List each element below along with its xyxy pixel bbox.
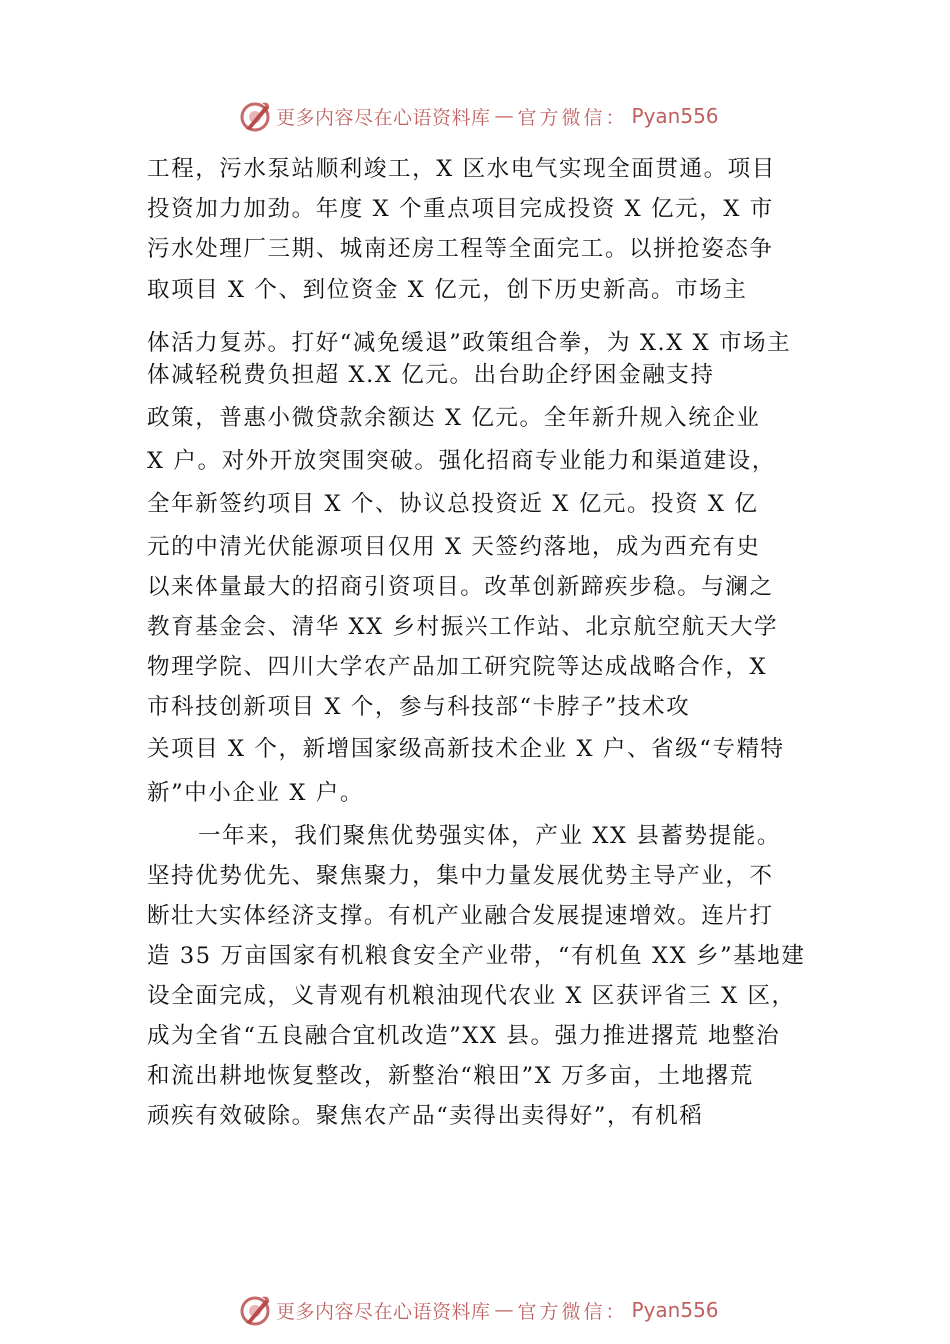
text-line: X 户。对外开放突围突破。强化招商专业能力和渠道建设， [147, 448, 776, 474]
watermark-sub-text: 官方微信： [517, 106, 628, 129]
text-line: 体减轻税费负担超 X.X 亿元。出台助企纾困金融支持 [147, 362, 715, 388]
text-line: 设全面完成，义青观有机粮油现代农业 X 区获评省三 X 区， [147, 983, 796, 1009]
quill-logo-icon [238, 1293, 272, 1327]
text-line: 取项目 X 个、到位资金 X 亿元，创下历史新高。市场主 [147, 277, 748, 303]
text-line: 新”中小企业 X 户。 [147, 780, 364, 806]
text-line: 政策，普惠小微贷款余额达 X 亿元。全年新升规入统企业 [147, 405, 761, 431]
text-line: 坚持优势优先、聚焦聚力，集中力量发展优势主导产业，不 [147, 863, 774, 889]
watermark-main-text: 更多内容尽在心语资料库 [276, 1300, 491, 1323]
watermark-footer [238, 1290, 719, 1330]
watermark-header [238, 96, 719, 136]
text-line: 体活力复苏。打好“减免缓退”政策组合拳，为 X.X X 市场主 [147, 330, 792, 356]
text-line: 以来体量最大的招商引资项目。改革创新蹄疾步稳。与澜之 [147, 574, 774, 600]
text-line: 元的中清光伏能源项目仅用 X 天签约落地，成为西充有史 [147, 534, 761, 560]
text-line: 和流出耕地恢复整改，新整治“粮田”X 万多亩，土地撂荒 [147, 1063, 754, 1089]
text-line: 教育基金会、清华 XX 乡村振兴工作站、北京航空航天大学 [147, 614, 779, 640]
text-line: 顽疾有效破除。聚焦农产品“卖得出卖得好”，有机稻 [147, 1103, 704, 1129]
text-line: 污水处理厂三期、城南还房工程等全面完工。以拼抢姿态争 [147, 236, 774, 262]
watermark-sub-text: 官方微信： [517, 1300, 628, 1323]
text-line: 市科技创新项目 X 个，参与科技部“卡脖子”技术攻 [147, 694, 691, 720]
watermark-dash: — [494, 1299, 514, 1321]
text-line: 全年新签约项目 X 个、协议总投资近 X 亿元。投资 X 亿 [147, 491, 759, 517]
text-line: 投资加力加劲。年度 X 个重点项目完成投资 X 亿元，X 市 [147, 196, 774, 222]
quill-logo-icon [238, 99, 272, 133]
text-line: 造 35 万亩国家有机粮食安全产业带，“有机鱼 XX 乡”基地建 [147, 943, 806, 969]
text-line: 成为全省“五良融合宜机改造”XX 县。强力推进撂荒 地整治 [147, 1023, 781, 1049]
text-line: 关项目 X 个，新增国家级高新技术企业 X 户、省级“专精特 [147, 736, 785, 762]
watermark-wechat-id: Pyan556 [631, 104, 719, 128]
text-line: 断壮大实体经济支撑。有机产业融合发展提速增效。连片打 [147, 903, 774, 929]
paragraph-first-line: 一年来，我们聚焦优势强实体，产业 XX 县蓄势提能。 [198, 823, 781, 849]
text-line: 工程，污水泵站顺利竣工，X 区水电气实现全面贯通。项目 [147, 156, 776, 182]
watermark-dash: — [494, 105, 514, 127]
watermark-main-text: 更多内容尽在心语资料库 [276, 106, 491, 129]
watermark-wechat-id: Pyan556 [631, 1298, 719, 1322]
text-line: 物理学院、四川大学农产品加工研究院等达成战略合作，X [147, 654, 768, 680]
